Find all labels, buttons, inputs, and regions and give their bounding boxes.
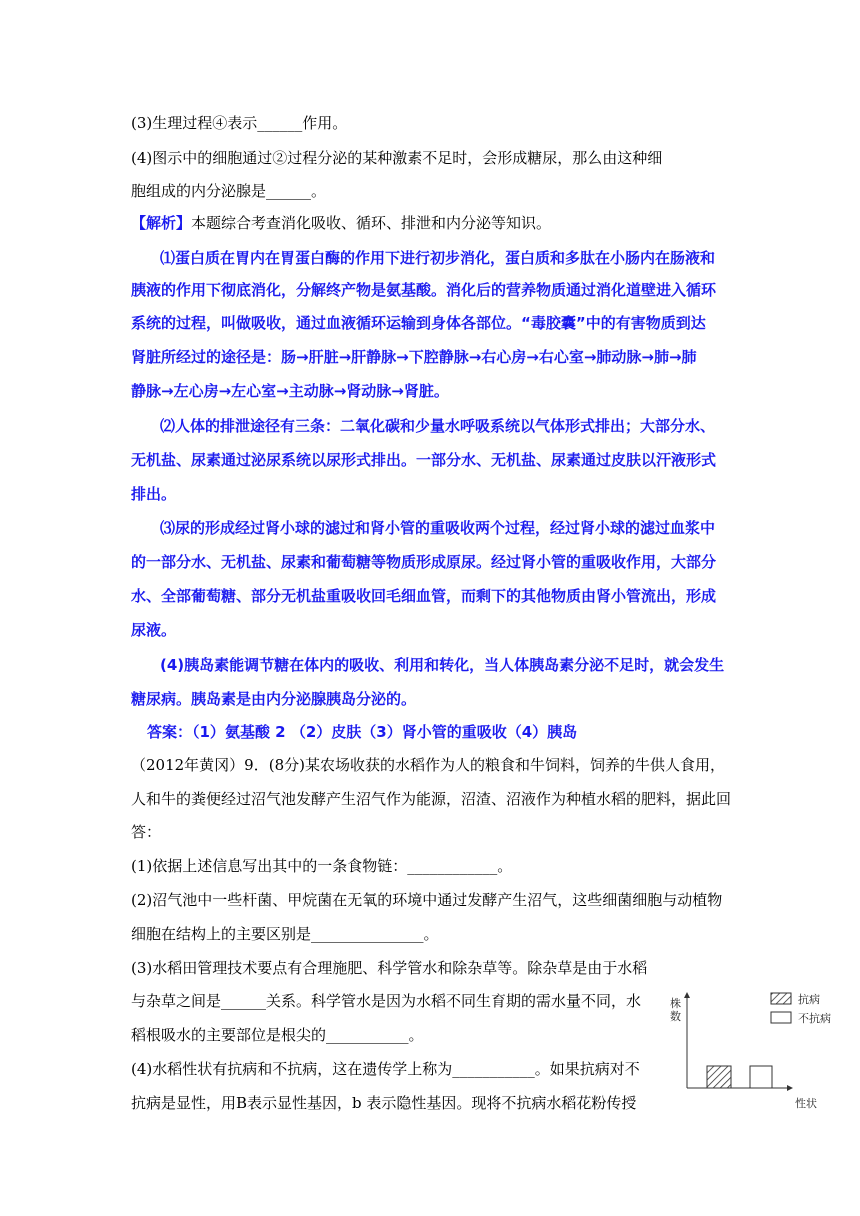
question9-line: 与杂草之间是______关系。科学管水是因为水稻不同生育期的需水量不同，水 xyxy=(131,992,642,1010)
bar-nonresistant xyxy=(750,1066,772,1088)
question-4-line-1: (4)图示中的细胞通过②过程分泌的某种激素不足时，会形成糖尿，那么由这种细 xyxy=(131,149,663,167)
legend-label-resistant: 抗病 xyxy=(798,993,820,1006)
analysis-p1-line: 肾脏所经过的途径是：肠→肝脏→肝静脉→下腔静脉→右心房→右心室→肺动脉→肺→肺 xyxy=(131,348,697,366)
question9-line: (4)水稻性状有抗病和不抗病，这在遗传学上称为___________。如果抗病对不 xyxy=(131,1060,640,1078)
legend-label-nonresistant: 不抗病 xyxy=(798,1012,831,1025)
analysis-p2-line: 无机盐、尿素通过泌尿系统以尿形式排出。一部分水、无机盐、尿素通过皮肤以汗液形式 xyxy=(131,451,717,469)
question9-line: 抗病是显性，用B表示显性基因，b 表示隐性基因。现将不抗病水稻花粉传授 xyxy=(131,1094,637,1112)
analysis-p1-line: 系统的过程，叫做吸收，通过血液循环运输到身体各部位。“毒胶囊”中的有害物质到达 xyxy=(131,314,706,332)
analysis-tag: 【解析】 xyxy=(131,214,192,232)
y-axis-label-top: 株 xyxy=(670,997,681,1010)
question-4-line-2: 胞组成的内分泌腺是______。 xyxy=(131,182,327,200)
analysis-p2-line: 排出。 xyxy=(131,485,177,503)
question9-line: （2012年黄冈）9．(8分)某农场收获的水稻作为人的粮食和牛饲料，饲养的牛供人食用， xyxy=(131,756,725,774)
analysis-p3-line: 的一部分水、无机盐、尿素和葡萄糖等物质形成原尿。经过肾小管的重吸收作用，大部分 xyxy=(131,553,717,571)
analysis-p1-line: ⑴蛋白质在胃内在胃蛋白酶的作用下进行初步消化，蛋白质和多肽在小肠内在肠液和 xyxy=(160,249,716,267)
question9-line: 稻根吸水的主要部位是根尖的___________。 xyxy=(131,1026,424,1044)
question9-line: 人和牛的粪便经过沼气池发酵产生沼气作为能源，沼渣、沼液作为种植水稻的肥料，据此回 xyxy=(131,790,732,808)
question9-line: (2)沼气池中一些杆菌、甲烷菌在无氧的环境中通过发酵产生沼气，这些细菌细胞与动植物 xyxy=(131,891,723,909)
trait-bar-figure xyxy=(660,985,840,1115)
question-3-line: (3)生理过程④表示______作用。 xyxy=(131,114,348,132)
analysis-p4-line: (4)胰岛素能调节糖在体内的吸收、利用和转化，当人体胰岛素分泌不足时，就会发生 xyxy=(160,656,725,674)
question9-line: (3)水稻田管理技术要点有合理施肥、科学管水和除杂草等。除杂草是由于水稻 xyxy=(131,959,648,977)
question9-line: 答： xyxy=(131,823,162,841)
analysis-p3-line: 水、全部葡萄糖、部分无机盐重吸收回毛细血管，而剩下的其他物质由肾小管流出，形成 xyxy=(131,587,717,605)
analysis-p3-line: 尿液。 xyxy=(131,621,177,639)
analysis-p2-line: ⑵人体的排泄途径有三条：二氧化碳和少量水呼吸系统以气体形式排出；大部分水、 xyxy=(160,417,716,435)
analysis-p1-line: 静脉→左心房→左心室→主动脉→肾动脉→肾脏。 xyxy=(131,382,449,400)
bar-resistant xyxy=(707,1066,731,1088)
question9-line: 细胞在结构上的主要区别是_______________。 xyxy=(131,925,439,943)
y-axis-label-bottom: 数 xyxy=(670,1010,681,1023)
analysis-p1-line: 胰液的作用下彻底消化，分解终产物是氨基酸。消化后的营养物质通过消化道壁进入循环 xyxy=(131,281,717,299)
analysis-p3-line: ⑶尿的形成经过肾小球的滤过和肾小管的重吸收两个过程，经过肾小球的滤过血浆中 xyxy=(160,519,716,537)
legend-swatch-resistant xyxy=(771,993,791,1004)
analysis-intro xyxy=(131,213,551,233)
question9-line: (1)依据上述信息写出其中的一条食物链：____________。 xyxy=(131,857,513,875)
answer-line: 答案：（1）氨基酸 2 （2）皮肤（3）肾小管的重吸收（4）胰岛 xyxy=(147,723,578,741)
analysis-intro-text: 本题综合考查消化吸收、循环、排泄和内分泌等知识。 xyxy=(191,214,552,232)
analysis-p4-line: 糖尿病。胰岛素是由内分泌腺胰岛分泌的。 xyxy=(131,690,417,708)
x-axis-label: 性状 xyxy=(795,1097,817,1110)
legend-swatch-nonresistant xyxy=(771,1012,791,1023)
